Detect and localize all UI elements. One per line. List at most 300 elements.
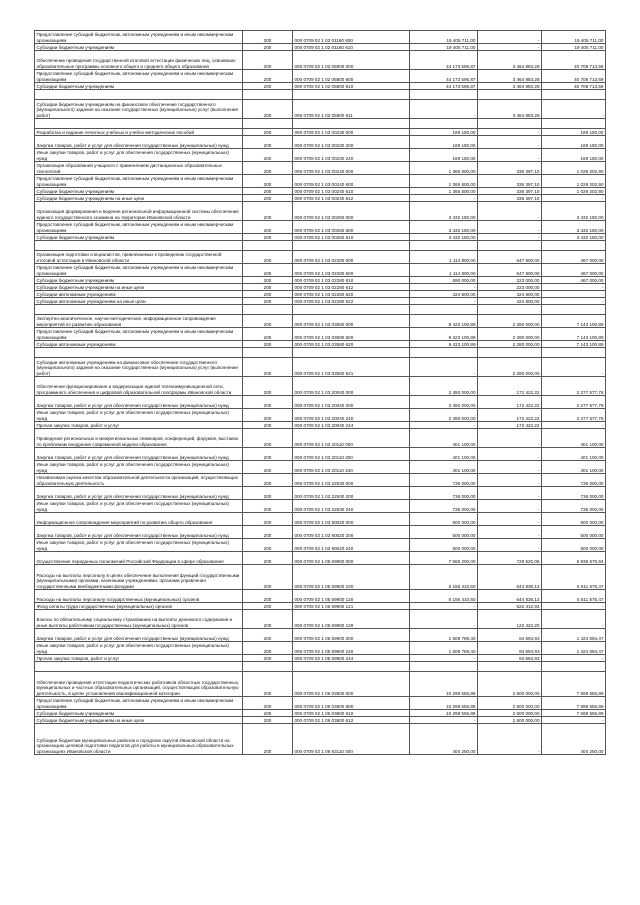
cell-name: Взносы по обязательному социальному страхованию на выплаты денежного содержания и иные выплаты работникам государственных (муниципальных) органов — [35, 610, 243, 629]
cell-executed-amount: 172 422,22 — [478, 396, 542, 409]
table-row — [35, 377, 606, 396]
cell-name: Разработка и издание печатных учебных и учебно-методических пособий — [35, 129, 243, 136]
cell-executed-amount: 2 280 000,00 — [478, 315, 542, 328]
cell-classification-code: 000 0709 02 1 03 00260 610 — [293, 234, 410, 241]
table-row — [35, 409, 606, 422]
cell-name: Организация образования учащихся с применением дистанционных образовательных технологий — [35, 162, 243, 175]
cell-approved-amount: 736 000,00 — [410, 487, 478, 500]
cell-line-code — [243, 662, 293, 672]
cell-line-code: 200 — [243, 461, 293, 474]
cell-line-code: 200 — [243, 629, 293, 642]
cell-classification-code: 000 0709 02 1 05 59900 100 — [293, 565, 410, 590]
cell-unexecuted-amount: 7 143 100,89 — [542, 315, 606, 328]
cell-line-code: 200 — [243, 221, 293, 234]
cell-line-code: 200 — [243, 315, 293, 328]
table-row — [35, 284, 606, 291]
cell-executed-amount: 2 600 000,00 — [478, 672, 542, 697]
cell-line-code: 200 — [243, 429, 293, 448]
budget-execution-table — [34, 30, 606, 755]
cell-unexecuted-amount — [542, 662, 606, 672]
cell-classification-code: 000 0709 02 1 06 83110 000 — [293, 724, 410, 755]
cell-unexecuted-amount: 500 000,00 — [542, 513, 606, 526]
cell-name: Субсидии бюджетным учреждениям — [35, 44, 243, 51]
cell-executed-amount: - — [478, 129, 542, 136]
cell-unexecuted-amount: 2 277 577,78 — [542, 396, 606, 409]
table-row — [35, 264, 606, 277]
cell-name: Субсидии автономным учреждениям на финансовое обеспечение государственного (муниципального) задания на оказание государственных (муниципальных) услуг (выполнение работ) — [35, 358, 243, 377]
cell-executed-amount: - — [478, 202, 542, 221]
cell-unexecuted-amount — [542, 90, 606, 100]
cell-line-code: 200 — [243, 188, 293, 195]
cell-line-code: 200 — [243, 448, 293, 461]
cell-line-code: 200 — [243, 358, 293, 377]
cell-approved-amount: 1 114 800,00 — [410, 251, 478, 264]
cell-executed-amount: 223 000,00 — [478, 284, 542, 291]
cell-line-code — [243, 90, 293, 100]
cell-unexecuted-amount: 500 000,00 — [542, 526, 606, 539]
table-row — [35, 358, 606, 377]
cell-line-code: 200 — [243, 642, 293, 655]
cell-classification-code — [293, 305, 410, 315]
cell-line-code: 200 — [243, 610, 293, 629]
cell-classification-code: 000 0709 02 1 03 00230 000 — [293, 129, 410, 136]
cell-executed-amount: - — [478, 44, 542, 51]
cell-executed-amount: 2 600 000,00 — [478, 710, 542, 717]
cell-classification-code: 000 0709 02 1 03 00240 600 — [293, 175, 410, 188]
table-row — [35, 341, 606, 348]
table-row — [35, 500, 606, 513]
cell-classification-code: 000 0709 02 1 03 22930 200 — [293, 487, 410, 500]
spacer-row — [35, 305, 606, 315]
table-row — [35, 565, 606, 590]
cell-unexecuted-amount: 1 424 094,47 — [542, 642, 606, 655]
cell-line-code: 200 — [243, 291, 293, 298]
table-row — [35, 175, 606, 188]
cell-line-code: 200 — [243, 396, 293, 409]
cell-classification-code: 000 0709 02 1 03 20110 240 — [293, 461, 410, 474]
cell-approved-amount: 169 150,00 — [410, 136, 478, 149]
cell-classification-code: 000 0709 02 1 03 20040 240 — [293, 409, 410, 422]
cell-executed-amount: 84 694,93 — [478, 629, 542, 642]
table-row — [35, 234, 606, 241]
cell-line-code: 200 — [243, 655, 293, 662]
cell-executed-amount: - — [478, 234, 542, 241]
cell-classification-code: 000 0709 02 1 03 00240 610 — [293, 188, 410, 195]
cell-unexecuted-amount: 7 698 555,89 — [542, 697, 606, 710]
cell-classification-code: 000 0709 02 1 02 01160 600 — [293, 31, 410, 44]
cell-name: Закупка товаров, работ и услуг для обеспечения государственных (муниципальных) нужд — [35, 448, 243, 461]
cell-line-code: 200 — [243, 697, 293, 710]
cell-name: Предоставление субсидий бюджетным, автономным учреждениям и иным некоммерческим организациям — [35, 221, 243, 234]
cell-name: Прочая закупка товаров, работ и услуг — [35, 422, 243, 429]
cell-classification-code: 000 0709 02 1 03 20040 200 — [293, 396, 410, 409]
cell-executed-amount: 336 397,10 — [478, 195, 542, 202]
cell-unexecuted-amount: 169 150,00 — [542, 136, 606, 149]
cell-executed-amount: - — [478, 539, 542, 552]
cell-name: Закупка товаров, работ и услуг для обеспечения государственных (муниципальных) нужд — [35, 136, 243, 149]
cell-approved-amount: - — [410, 422, 478, 429]
cell-executed-amount: - — [478, 429, 542, 448]
cell-executed-amount: 336 397,10 — [478, 188, 542, 195]
cell-approved-amount: 500 000,00 — [410, 526, 478, 539]
cell-name: Прочая закупка товаров, работ и услуг — [35, 655, 243, 662]
cell-name: Предоставление субсидий бюджетным, автономным учреждениям и иным некоммерческим организациям — [35, 175, 243, 188]
cell-approved-amount: 1 508 789,40 — [410, 629, 478, 642]
cell-approved-amount: 6 156 410,60 — [410, 565, 478, 590]
cell-unexecuted-amount: 500 000,00 — [542, 539, 606, 552]
cell-name: Иные закупки товаров, работ и услуг для обеспечения государственных (муниципальных) нужд — [35, 149, 243, 162]
cell-name: Субсидии бюджетным учреждениям на иные цели — [35, 195, 243, 202]
cell-approved-amount: 44 173 596,87 — [410, 83, 478, 90]
table-row — [35, 396, 606, 409]
cell-executed-amount: - — [478, 724, 542, 755]
cell-approved-amount — [410, 241, 478, 251]
table-row — [35, 31, 606, 44]
cell-classification-code: 000 0709 02 1 03 02280 612 — [293, 284, 410, 291]
cell-name: Закупка товаров, работ и услуг для обеспечения государственных (муниципальных) нужд — [35, 629, 243, 642]
cell-approved-amount: 1 365 600,00 — [410, 188, 478, 195]
cell-line-code: 200 — [243, 51, 293, 70]
cell-unexecuted-amount: 7 143 100,89 — [542, 328, 606, 341]
cell-classification-code: 000 0709 02 1 03 02280 622 — [293, 298, 410, 305]
cell-approved-amount: 44 173 596,87 — [410, 70, 478, 83]
cell-executed-amount: 3 464 883,28 — [478, 100, 542, 119]
cell-unexecuted-amount: - — [542, 610, 606, 629]
table-row — [35, 100, 606, 119]
cell-unexecuted-amount: - — [542, 298, 606, 305]
table-row — [35, 221, 606, 234]
cell-classification-code: 000 0709 02 1 03 90020 000 — [293, 513, 410, 526]
cell-classification-code: 000 0709 02 1 03 00240 612 — [293, 195, 410, 202]
cell-executed-amount: 2 280 000,00 — [478, 341, 542, 348]
cell-unexecuted-amount: 7 698 555,89 — [542, 710, 606, 717]
cell-approved-amount: 3 432 150,00 — [410, 221, 478, 234]
cell-executed-amount: - — [478, 31, 542, 44]
cell-name: Закупка товаров, работ и услуг для обеспечения государственных (муниципальных) нужд — [35, 487, 243, 500]
cell-unexecuted-amount: - — [542, 655, 606, 662]
cell-classification-code: 000 0709 02 1 02 05800 610 — [293, 83, 410, 90]
cell-executed-amount — [478, 305, 542, 315]
cell-approved-amount: 9 423 100,89 — [410, 315, 478, 328]
table-row — [35, 610, 606, 629]
table-row — [35, 487, 606, 500]
cell-classification-code — [293, 241, 410, 251]
table-row — [35, 291, 606, 298]
cell-line-code: 200 — [243, 100, 293, 119]
cell-approved-amount: 404 250,00 — [410, 724, 478, 755]
cell-unexecuted-amount: 40 708 713,59 — [542, 83, 606, 90]
cell-executed-amount: 2 280 000,00 — [478, 328, 542, 341]
cell-name — [35, 348, 243, 358]
cell-approved-amount: - — [410, 717, 478, 724]
cell-line-code: 200 — [243, 328, 293, 341]
cell-approved-amount: 3 432 150,00 — [410, 234, 478, 241]
cell-line-code: 200 — [243, 565, 293, 590]
cell-classification-code — [293, 662, 410, 672]
cell-unexecuted-amount: 1 029 202,90 — [542, 162, 606, 175]
cell-unexecuted-amount: 736 000,00 — [542, 474, 606, 487]
cell-line-code: 200 — [243, 590, 293, 603]
cell-classification-code: 000 0709 02 1 03 00260 600 — [293, 221, 410, 234]
cell-executed-amount: 644 835,13 — [478, 565, 542, 590]
cell-executed-amount: 2 600 000,00 — [478, 717, 542, 724]
table-row — [35, 328, 606, 341]
cell-unexecuted-amount: 1 029 202,90 — [542, 188, 606, 195]
table-row — [35, 149, 606, 162]
cell-line-code: 200 — [243, 409, 293, 422]
cell-line-code: 200 — [243, 724, 293, 755]
cell-unexecuted-amount: - — [542, 603, 606, 610]
cell-executed-amount: - — [478, 500, 542, 513]
cell-classification-code: 000 0709 02 1 03 02280 000 — [293, 251, 410, 264]
cell-approved-amount: 9 423 100,89 — [410, 341, 478, 348]
cell-classification-code: 000 0709 02 1 03 20110 000 — [293, 429, 410, 448]
cell-classification-code: 000 0709 02 1 03 00230 200 — [293, 136, 410, 149]
cell-executed-amount: - — [478, 149, 542, 162]
cell-line-code: 200 — [243, 526, 293, 539]
cell-name: Информационное сопровождение мероприятий по развитию общего образования — [35, 513, 243, 526]
cell-approved-amount: - — [410, 195, 478, 202]
cell-name: Субсидии автономным учреждениям на иные цели — [35, 298, 243, 305]
cell-approved-amount: 690 000,00 — [410, 277, 478, 284]
cell-unexecuted-amount: 19 405 711,00 — [542, 31, 606, 44]
cell-line-code: 200 — [243, 552, 293, 565]
cell-approved-amount: 10 298 555,89 — [410, 710, 478, 717]
cell-unexecuted-amount: 1 424 094,47 — [542, 629, 606, 642]
cell-executed-amount: 122 422,20 — [478, 610, 542, 629]
spacer-row — [35, 241, 606, 251]
cell-unexecuted-amount: - — [542, 717, 606, 724]
cell-approved-amount: 401 100,00 — [410, 448, 478, 461]
cell-classification-code: 000 0709 02 1 03 00230 240 — [293, 149, 410, 162]
cell-approved-amount: 1 508 789,40 — [410, 642, 478, 655]
cell-classification-code: 000 0709 02 1 03 90020 240 — [293, 539, 410, 552]
cell-approved-amount: 401 100,00 — [410, 429, 478, 448]
cell-name: Предоставление субсидий бюджетным, автономным учреждениям и иным некоммерческим организациям — [35, 31, 243, 44]
table-row — [35, 44, 606, 51]
cell-name: Обеспечение проведения государственной итоговой аттестации физических лиц, освоивших образовательные программы основного общего и среднего общего образования — [35, 51, 243, 70]
cell-unexecuted-amount: 19 405 711,00 — [542, 44, 606, 51]
cell-approved-amount: - — [410, 298, 478, 305]
cell-unexecuted-amount: 5 511 575,47 — [542, 590, 606, 603]
cell-name: Иные закупки товаров, работ и услуг для обеспечения государственных (муниципальных) нужд — [35, 539, 243, 552]
cell-unexecuted-amount: - — [542, 100, 606, 119]
table-row — [35, 83, 606, 90]
cell-approved-amount: 1 365 600,00 — [410, 162, 478, 175]
cell-classification-code: 000 0709 02 1 02 05800 611 — [293, 100, 410, 119]
cell-name: Независимая оценка качества образовательной деятельности организаций, осуществляющих образовательную деятельность — [35, 474, 243, 487]
cell-classification-code: 000 0709 02 1 03 90020 200 — [293, 526, 410, 539]
cell-unexecuted-amount: 467 000,00 — [542, 277, 606, 284]
cell-executed-amount: - — [478, 461, 542, 474]
cell-line-code: 200 — [243, 284, 293, 291]
table-row — [35, 642, 606, 655]
table-body — [35, 31, 606, 755]
cell-classification-code: 000 0709 02 1 05 59900 120 — [293, 590, 410, 603]
cell-name: Предоставление субсидий бюджетным, автономным учреждениям и иным некоммерческим организациям — [35, 264, 243, 277]
table-row — [35, 251, 606, 264]
cell-approved-amount — [410, 90, 478, 100]
table-row — [35, 188, 606, 195]
cell-classification-code: 000 0709 02 1 03 02280 600 — [293, 264, 410, 277]
cell-classification-code: 000 0709 02 1 03 03580 621 — [293, 358, 410, 377]
cell-line-code: 200 — [243, 539, 293, 552]
cell-executed-amount: - — [478, 136, 542, 149]
cell-unexecuted-amount: 6 935 679,94 — [542, 552, 606, 565]
cell-classification-code: 000 0709 02 1 05 59900 000 — [293, 552, 410, 565]
spacer-row — [35, 348, 606, 358]
table-row — [35, 474, 606, 487]
cell-executed-amount: 424 800,00 — [478, 298, 542, 305]
cell-name: Субсидии бюджетным учреждениям — [35, 710, 243, 717]
cell-unexecuted-amount — [542, 119, 606, 129]
cell-executed-amount: 84 694,93 — [478, 655, 542, 662]
cell-classification-code: 000 0709 02 1 03 03580 600 — [293, 328, 410, 341]
cell-executed-amount: 3 464 883,28 — [478, 83, 542, 90]
cell-approved-amount: - — [410, 100, 478, 119]
cell-approved-amount — [410, 348, 478, 358]
table-row — [35, 539, 606, 552]
cell-classification-code: 000 0709 02 1 03 02280 620 — [293, 291, 410, 298]
table-row — [35, 136, 606, 149]
cell-name: Субсидии автономным учреждениям — [35, 341, 243, 348]
table-row — [35, 202, 606, 221]
cell-unexecuted-amount: 7 698 555,89 — [542, 672, 606, 697]
cell-name — [35, 241, 243, 251]
spacer-row — [35, 119, 606, 129]
cell-unexecuted-amount: 7 143 100,89 — [542, 341, 606, 348]
cell-unexecuted-amount — [542, 241, 606, 251]
cell-approved-amount: 9 423 100,89 — [410, 328, 478, 341]
cell-executed-amount: - — [478, 221, 542, 234]
cell-classification-code: 000 0709 02 1 05 59900 240 — [293, 642, 410, 655]
cell-name: Иные закупки товаров, работ и услуг для обеспечения государственных (муниципальных) нужд — [35, 409, 243, 422]
cell-line-code — [243, 119, 293, 129]
cell-executed-amount: - — [478, 513, 542, 526]
cell-classification-code: 000 0709 02 1 03 20110 200 — [293, 448, 410, 461]
cell-executed-amount: - — [478, 448, 542, 461]
cell-line-code — [243, 241, 293, 251]
table-row — [35, 590, 606, 603]
cell-name: Субсидии бюджетным учреждениям — [35, 83, 243, 90]
cell-executed-amount: 647 800,00 — [478, 251, 542, 264]
cell-executed-amount: 644 835,13 — [478, 590, 542, 603]
cell-line-code: 200 — [243, 672, 293, 697]
cell-name: Осуществление переданных полномочий Российской Федерации в сфере образования — [35, 552, 243, 565]
cell-classification-code: 000 0709 02 1 03 00260 000 — [293, 202, 410, 221]
cell-executed-amount: 336 397,10 — [478, 175, 542, 188]
cell-line-code: 200 — [243, 277, 293, 284]
cell-unexecuted-amount: - — [542, 284, 606, 291]
cell-unexecuted-amount: - — [542, 291, 606, 298]
cell-executed-amount: 172 422,22 — [478, 422, 542, 429]
table-row — [35, 461, 606, 474]
cell-classification-code: 000 0709 02 1 03 02280 610 — [293, 277, 410, 284]
cell-classification-code — [293, 119, 410, 129]
cell-line-code: 200 — [243, 377, 293, 396]
cell-name: Субсидии бюджетным учреждениям на иные цели — [35, 284, 243, 291]
cell-unexecuted-amount: - — [542, 422, 606, 429]
cell-line-code: 200 — [243, 44, 293, 51]
cell-approved-amount: 169 150,00 — [410, 149, 478, 162]
cell-classification-code: 000 0709 02 1 03 22930 240 — [293, 500, 410, 513]
table-row — [35, 724, 606, 755]
cell-approved-amount: 3 432 150,00 — [410, 202, 478, 221]
cell-unexecuted-amount: 401 100,00 — [542, 429, 606, 448]
cell-classification-code: 000 0709 02 1 03 20040 244 — [293, 422, 410, 429]
cell-unexecuted-amount: 3 432 150,00 — [542, 234, 606, 241]
table-row — [35, 513, 606, 526]
cell-line-code: 200 — [243, 513, 293, 526]
cell-unexecuted-amount: 2 277 577,78 — [542, 377, 606, 396]
cell-approved-amount: - — [410, 610, 478, 629]
cell-name: Расходы на выплаты персоналу государственных (муниципальных) органов — [35, 590, 243, 603]
cell-approved-amount — [410, 305, 478, 315]
cell-line-code: 200 — [243, 175, 293, 188]
cell-line-code: 200 — [243, 129, 293, 136]
table-row — [35, 162, 606, 175]
cell-approved-amount: 10 298 555,89 — [410, 697, 478, 710]
cell-unexecuted-amount: 40 708 713,59 — [542, 70, 606, 83]
cell-classification-code — [293, 90, 410, 100]
table-row — [35, 129, 606, 136]
cell-name: Субсидии бюджетным учреждениям — [35, 188, 243, 195]
cell-approved-amount: 10 298 555,89 — [410, 672, 478, 697]
cell-name: Предоставление субсидий бюджетным, автономным учреждениям и иным некоммерческим организациям — [35, 70, 243, 83]
table-row — [35, 655, 606, 662]
cell-executed-amount: - — [478, 526, 542, 539]
cell-line-code: 200 — [243, 298, 293, 305]
cell-executed-amount: 3 464 883,28 — [478, 70, 542, 83]
cell-name: Обеспечение проведения аттестации педагогических работников областных государственных, муниципальных и частных образовательных организаций, осуществляющих образовательную деятельность, в целях установления квалификационной категории — [35, 672, 243, 697]
cell-executed-amount: 522 412,93 — [478, 603, 542, 610]
cell-name: Субсидии бюджетам муниципальных районов и городских округов Ивановской области на организацию целевой подготовки педагогов для работы в муниципальных образовательных организациях Ивановской области — [35, 724, 243, 755]
cell-name — [35, 90, 243, 100]
cell-line-code: 200 — [243, 83, 293, 90]
cell-line-code: 200 — [243, 710, 293, 717]
table-row — [35, 422, 606, 429]
cell-executed-amount: 3 464 883,28 — [478, 51, 542, 70]
spacer-row — [35, 662, 606, 672]
cell-approved-amount: 424 800,00 — [410, 291, 478, 298]
cell-executed-amount — [478, 119, 542, 129]
cell-executed-amount: 223 000,00 — [478, 277, 542, 284]
cell-approved-amount: - — [410, 655, 478, 662]
cell-name: Субсидии бюджетным учреждениям — [35, 234, 243, 241]
cell-line-code: 200 — [243, 717, 293, 724]
cell-classification-code: 000 0709 02 1 03 20040 000 — [293, 377, 410, 396]
cell-approved-amount: - — [410, 284, 478, 291]
cell-unexecuted-amount: 3 432 150,00 — [542, 221, 606, 234]
table-row — [35, 603, 606, 610]
cell-executed-amount: - — [478, 474, 542, 487]
cell-unexecuted-amount: 736 000,00 — [542, 500, 606, 513]
cell-classification-code: 000 0709 02 1 02 05800 000 — [293, 51, 410, 70]
cell-classification-code — [293, 348, 410, 358]
cell-name: Проведение региональных и межрегиональных семинаров, конференций, форумов, выставок по проблемам внедрения современной модели образования — [35, 429, 243, 448]
cell-line-code: 200 — [243, 422, 293, 429]
cell-approved-amount: 44 173 596,87 — [410, 51, 478, 70]
cell-approved-amount: 2 450 000,00 — [410, 409, 478, 422]
cell-classification-code: 000 0709 02 1 03 22930 000 — [293, 474, 410, 487]
cell-name: Расходы на выплаты персоналу в целях обеспечения выполнения функций государственными (муниципальными) органами, казенными учреждениями, органами управления государственными внебюджетными фондами — [35, 565, 243, 590]
cell-name: Закупка товаров, работ и услуг для обеспечения государственных (муниципальных) нужд — [35, 526, 243, 539]
cell-approved-amount: 2 450 000,00 — [410, 377, 478, 396]
table-row — [35, 429, 606, 448]
cell-unexecuted-amount: 2 277 577,78 — [542, 409, 606, 422]
table-row — [35, 552, 606, 565]
cell-unexecuted-amount — [542, 348, 606, 358]
